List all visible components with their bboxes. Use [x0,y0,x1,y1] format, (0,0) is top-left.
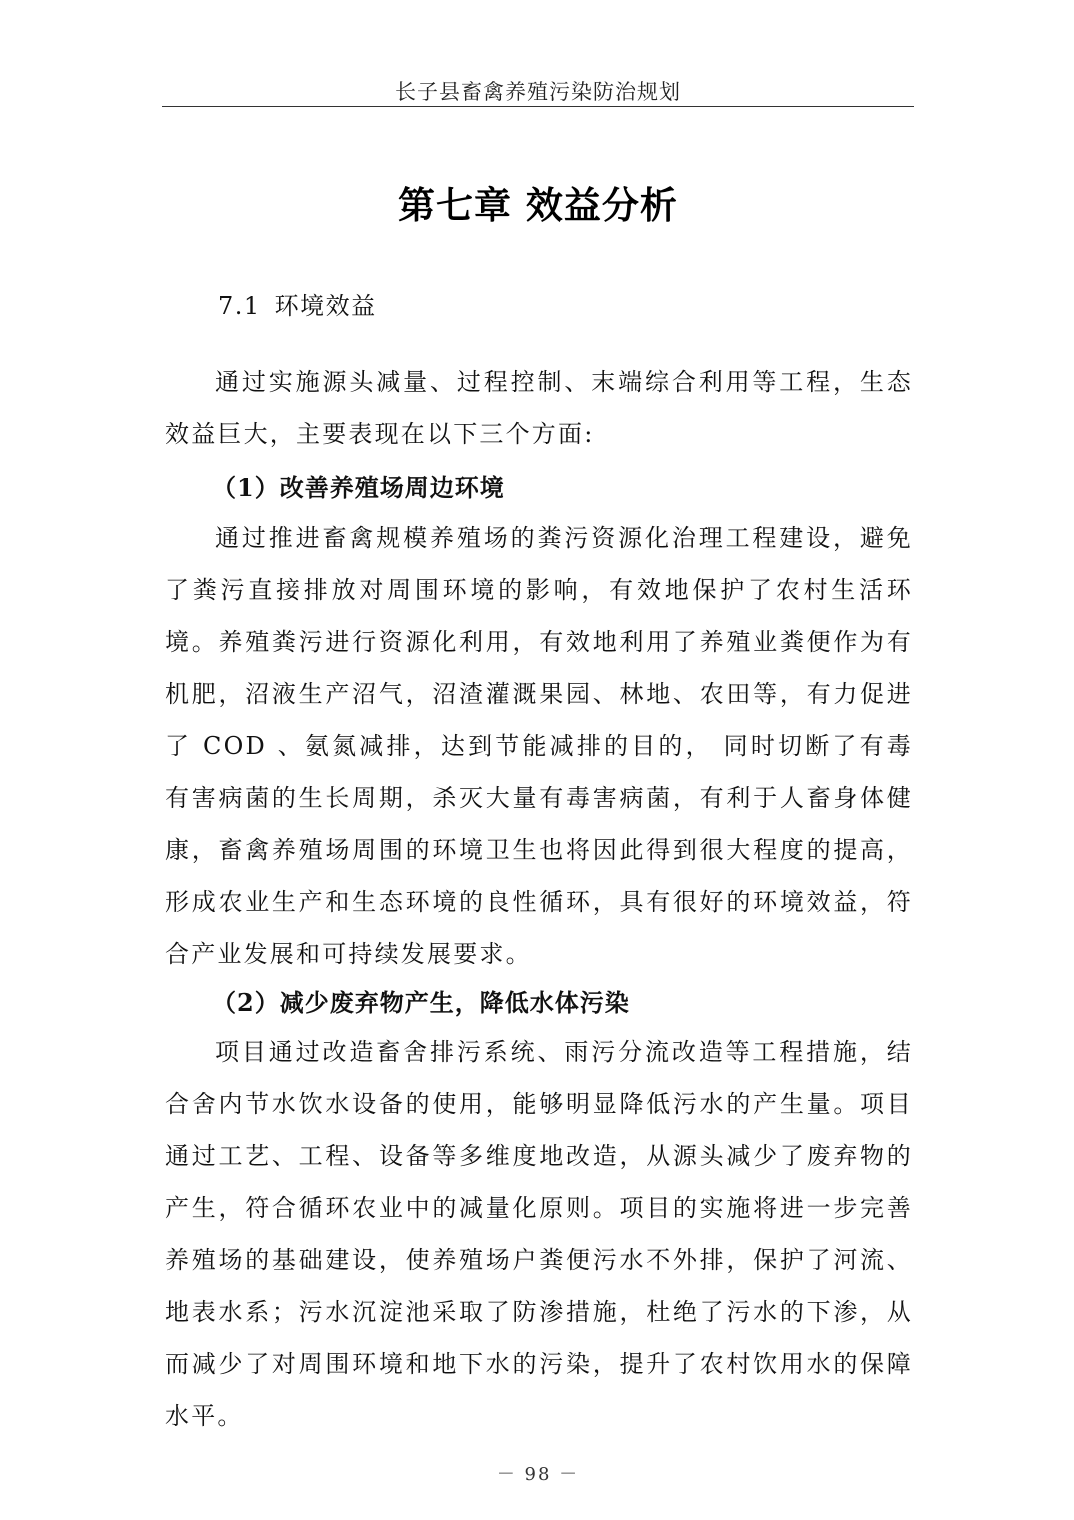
section-number: 7.1 [218,292,261,320]
header-rule [162,106,914,107]
running-header: 长子县畜禽养殖污染防治规划 [395,80,681,104]
section-title: 环境效益 [274,292,377,320]
subsection-heading: （2）减少废弃物产生，降低水体污染 [212,988,630,1017]
intro-paragraph: 通过实施源头减量、过程控制、末端综合利用等工程，生态效益巨大，主要表现在以下三个方面: [165,368,913,448]
subsection-paragraph: 项目通过改造畜舍排污系统、雨污分流改造等工程措施，结合舍内节水饮水设备的使用，能够明显降低污水的产生量。项目通过工艺、工程、设备等多维度地改造，从源头减少了废弃物的产生，符合循环农业中的减量化原则。项目的实施将进一步完善养殖场的基础建设，使养殖场户粪便污水不外排，保护了河流、地表水系；污水沉淀池采取了防渗措施，杜绝了污水的下渗，从而减少了对周围环境和地下水的污染，提升了农村饮用水的保障水平。 [165,1038,913,1430]
subsection-heading: （1）改善养殖场周边环境 [212,473,505,502]
subsection-paragraph: 通过推进畜禽规模养殖场的粪污资源化治理工程建设，避免了粪污直接排放对周围环境的影响，有效地保护了农村生活环境。养殖粪污进行资源化利用，有效地利用了养殖业粪便作为有机肥，沼液生产沼气，沼渣灌溉果园、林地、农田等，有力促进了 COD 、氨氮减排，达到节能减排的目的， 同时切断了有毒有害病菌的生长周期，杀灭大量有毒害病菌，有利于人畜身体健康，畜禽养殖场周围的环境卫生也将因此得到很大程度的提高，形成农业生产和生态环境的良性循环，具有很好的环境效益，符合产业发展和可持续发展要求。 [165,524,913,968]
section-heading [218,286,377,321]
page-number: － 98 － [496,1464,580,1485]
chapter-title: 第七章 效益分析 [398,184,678,227]
